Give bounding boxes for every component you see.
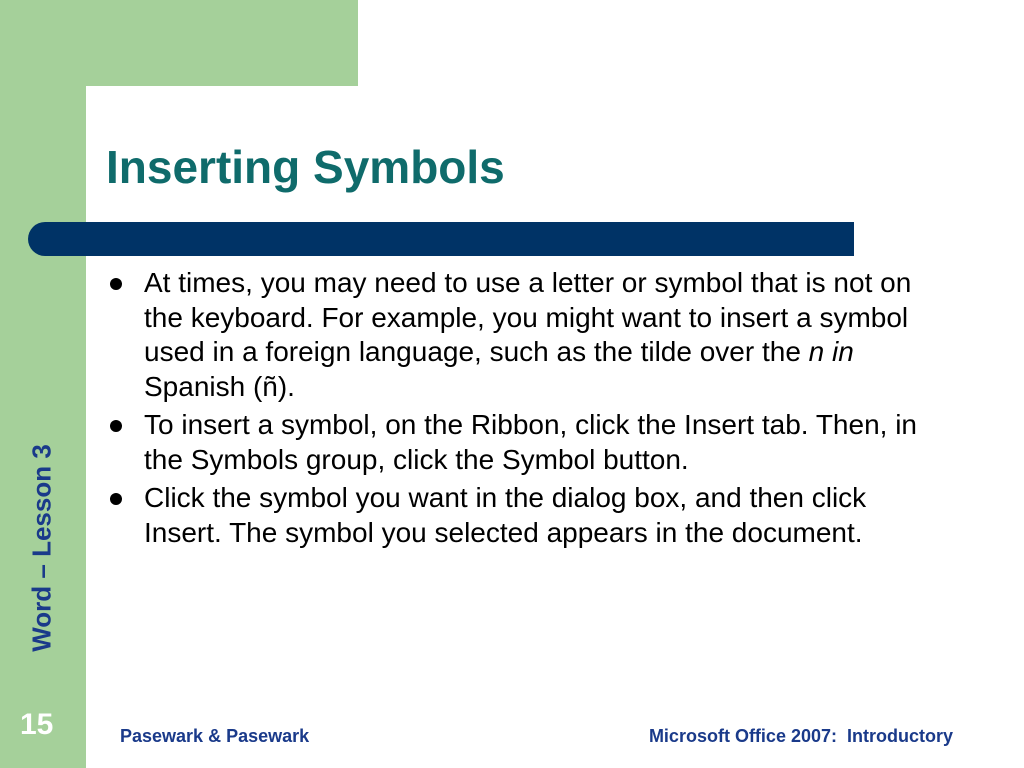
slide-title: Inserting Symbols <box>106 141 505 193</box>
slide-number: 15 <box>20 708 54 741</box>
bullet-text: At times, you may need to use a letter or symbol that is not on the keyboard. For example, you might want to insert a symbol used in a foreign language, such as the tilde over the <box>144 267 912 367</box>
bullet-list <box>106 266 966 554</box>
bullet-text-end: Spanish (ñ). <box>144 370 295 402</box>
footer-course: Microsoft Office 2007: Introductory <box>648 726 953 746</box>
lesson-side-label: Word – Lesson 3 <box>26 444 57 652</box>
bullet-dot-icon <box>110 420 122 432</box>
bullet-italic-text: n in <box>808 336 854 367</box>
bullet-text: Click the symbol you want in the dialog box, and then click Insert. The symbol you selected appears in the document. <box>144 482 867 548</box>
bullet-item <box>106 408 944 477</box>
left-green-band <box>0 0 86 768</box>
top-green-band <box>0 0 358 86</box>
bullet-text: To insert a symbol, on the Ribbon, click the Insert tab. Then, in the Symbols group, click the Symbol button. <box>144 409 917 475</box>
bullet-item <box>106 266 944 404</box>
footer-author: Pasewark & Pasewark <box>120 726 310 746</box>
bullet-dot-icon <box>110 278 122 290</box>
bullet-dot-icon <box>110 493 122 505</box>
bullet-item <box>106 481 944 550</box>
title-underline-bar <box>28 222 854 256</box>
